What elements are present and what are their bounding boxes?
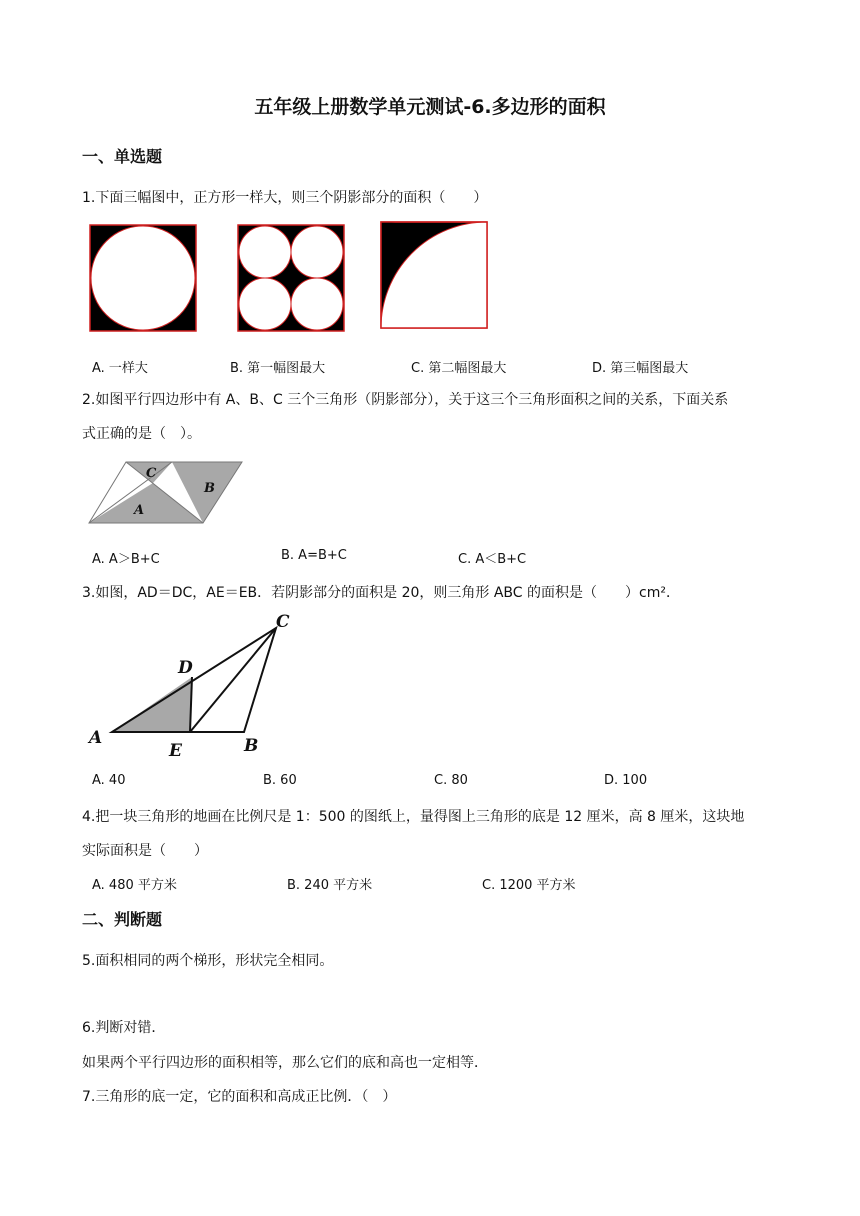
q1-option-c[interactable]: C. 第二幅图最大 bbox=[411, 361, 507, 376]
question-2-text-line2: 式正确的是（ ）。 bbox=[82, 426, 201, 442]
question-4-text-line2: 实际面积是（ ） bbox=[82, 843, 208, 859]
q3-label-c: C bbox=[276, 612, 290, 632]
q4-option-a[interactable]: A. 480 平方米 bbox=[92, 878, 177, 893]
question-4-text-line1: 4.把一块三角形的地画在比例尺是 1：500 的图纸上，量得图上三角形的底是 12 厘米，高 8 厘米，这块地 bbox=[82, 809, 745, 825]
q2-label-c: C bbox=[146, 466, 157, 481]
q1-figure-1 bbox=[89, 224, 197, 332]
question-6-text-line2: 如果两个平行四边形的面积相等，那么它们的底和高也一定相等． bbox=[82, 1055, 488, 1071]
q1-figure-3 bbox=[380, 221, 488, 329]
q3-triangle-figure bbox=[84, 610, 304, 762]
q2-option-b[interactable]: B. A=B+C bbox=[281, 548, 347, 563]
q3-label-e: E bbox=[169, 741, 182, 761]
section-heading-single-choice: 一、单选题 bbox=[82, 147, 163, 166]
q3-option-c[interactable]: C. 80 bbox=[434, 773, 468, 788]
question-2-text-line1: 2.如图平行四边形中有 A、B、C 三个三角形（阴影部分），关于这三个三角形面积之间的关系，下面关系 bbox=[82, 392, 729, 408]
q3-label-b: B bbox=[244, 736, 259, 756]
q1-option-d[interactable]: D. 第三幅图最大 bbox=[592, 361, 689, 376]
q2-option-c[interactable]: C. A＜B+C bbox=[458, 552, 527, 567]
question-3-text: 3.如图，AD＝DC，AE＝EB．若阴影部分的面积是 20，则三角形 ABC 的面积是（ ）cm²． bbox=[82, 585, 680, 601]
q3-option-a[interactable]: A. 40 bbox=[92, 773, 126, 788]
question-5-text: 5.面积相同的两个梯形，形状完全相同。 bbox=[82, 953, 334, 969]
question-7-text: 7.三角形的底一定，它的面积和高成正比例．（ ） bbox=[82, 1089, 397, 1105]
q3-option-b[interactable]: B. 60 bbox=[263, 773, 297, 788]
q2-label-a: A bbox=[134, 503, 145, 518]
q2-option-a[interactable]: A. A＞B+C bbox=[92, 552, 160, 567]
section-heading-true-false: 二、判断题 bbox=[82, 910, 163, 929]
q4-option-c[interactable]: C. 1200 平方米 bbox=[482, 878, 576, 893]
q2-label-b: B bbox=[204, 481, 215, 496]
q3-label-a: A bbox=[89, 728, 103, 748]
q3-option-d[interactable]: D. 100 bbox=[604, 773, 648, 788]
q1-option-a[interactable]: A. 一样大 bbox=[92, 361, 148, 376]
q1-option-b[interactable]: B. 第一幅图最大 bbox=[230, 361, 326, 376]
page-title: 五年级上册数学单元测试-6.多边形的面积 bbox=[254, 96, 606, 118]
question-1-text: 1.下面三幅图中，正方形一样大，则三个阴影部分的面积（ ） bbox=[82, 190, 488, 206]
q2-parallelogram-figure bbox=[86, 459, 246, 527]
question-6-text-line1: 6.判断对错． bbox=[82, 1020, 166, 1036]
q4-option-b[interactable]: B. 240 平方米 bbox=[287, 878, 373, 893]
q1-figure-2 bbox=[237, 224, 345, 332]
q3-label-d: D bbox=[178, 658, 193, 678]
